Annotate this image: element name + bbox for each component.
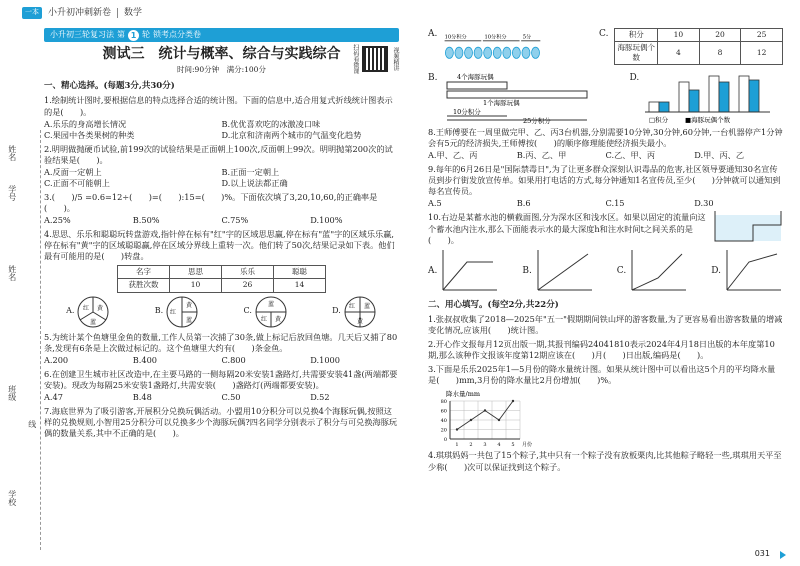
option: B.48	[132, 391, 152, 402]
table-cell: 积分	[615, 29, 658, 42]
margin-label-id: 学号	[7, 185, 17, 201]
option: C.800	[221, 354, 246, 365]
option-label: C.	[243, 306, 252, 316]
spinner-c-icon	[254, 295, 288, 329]
table-row	[118, 279, 326, 292]
test-subtitle: 时间:90分钟 满分:100分	[177, 64, 266, 74]
table-cell: 思思	[170, 266, 222, 279]
question-4: 4.思思、乐乐和聪聪玩转盘游戏,指针停在标有"红"字的区域思思赢,停在标有"蓝"字的区域乐乐赢,停在标有"黄"字的区域聪聪赢,停在区域分界线上重转一次。他们转了50次,结果记录如下表。他们最有可能用的是( )转盘。	[44, 229, 395, 262]
diagram-label: 5分	[523, 34, 532, 41]
table-cell: 名字	[118, 266, 170, 279]
option: C.15	[605, 198, 625, 209]
spinner-option-c	[243, 295, 287, 329]
x-tick-label: 1	[455, 442, 459, 448]
option-label: B.	[522, 265, 532, 276]
qr-code[interactable]	[362, 46, 388, 72]
option: D.甲、丙、乙	[694, 150, 745, 161]
spinner-option-a	[66, 295, 110, 329]
series-prefix: 小升初三轮复习法	[50, 29, 114, 39]
margin-label-name2: 姓名	[7, 265, 17, 281]
q7-option-b-diagram	[443, 72, 593, 124]
margin-label-class: 班级	[7, 385, 17, 401]
option: D.52	[310, 391, 330, 402]
test-title: 测试三 统计与概率、综合与实践综合	[102, 46, 341, 62]
pool-cross-section-diagram	[713, 209, 783, 243]
fill-question-3: 3.下面是乐乐2025年1—5月份的降水量统计图。如果从统计图中可以看出这5个月的平均降水量是( )mm,3月份的降水量比2月份增加( )%。	[428, 364, 776, 386]
option-label: B.	[428, 73, 438, 83]
fill-question-4: 4.琪琪妈妈一共包了15个粽子,其中只有一个粽子没有放板栗肉,比其他粽子略轻一些,琪琪用天平至少称( )次可以保证找到这个粽子。	[428, 450, 782, 472]
section-1-title: 一、精心选择。(每题3分,共30分)	[44, 81, 175, 92]
table-header-row	[118, 266, 326, 279]
option: B.6	[516, 198, 531, 209]
question-5: 5.为统计某个鱼塘里金鱼的数量,工作人员第一次捕了30条,做上标记后放回鱼塘。几天后又捕了80条,发现有6条是上次做过标记的。这个鱼塘里大约有( )条金鱼。	[44, 331, 398, 353]
option: A.5	[428, 198, 442, 209]
option-label: D.	[711, 265, 721, 276]
option-label: D.	[629, 73, 640, 83]
round-number: 1	[128, 30, 139, 41]
option: C.果园中各类果树的种类	[44, 129, 135, 140]
spinner-word: 蓝	[90, 318, 97, 326]
brand-title: 小升初冲刺新卷	[48, 7, 112, 18]
page-arrow-icon	[780, 551, 786, 559]
section-2-title: 二、用心填写。(每空2分,共22分)	[428, 299, 559, 310]
rainfall-point	[470, 419, 472, 421]
graph-a-icon	[439, 248, 499, 294]
x-tick-label: 2	[469, 442, 473, 448]
graph-option-d	[711, 248, 783, 294]
table-cell: 8	[699, 42, 741, 65]
question-2-options	[44, 167, 399, 189]
option: D.北京和济南两个城市的气温变化趋势	[221, 129, 362, 140]
round-pre: 第	[117, 29, 125, 39]
y-tick-label: 60	[440, 408, 447, 415]
round-post: 轮	[142, 29, 150, 39]
table-cell: 10	[170, 279, 222, 292]
rainfall-series-line	[457, 401, 513, 430]
table-row	[615, 29, 783, 42]
rainfall-point	[512, 400, 514, 402]
option: C.正面不可能朝上	[44, 177, 110, 188]
option: D.以上说法都正确	[221, 177, 288, 188]
rainfall-chart-wrap	[428, 389, 783, 447]
option: C.乙、甲、丙	[605, 150, 656, 161]
option-label: A.	[428, 29, 438, 39]
binding-line	[40, 130, 41, 550]
option: B.400	[132, 354, 157, 365]
spinner-b-icon	[165, 295, 199, 329]
rainfall-point	[456, 429, 458, 431]
qr-area	[351, 44, 399, 74]
x-tick-label: 5	[511, 442, 515, 448]
left-column	[44, 28, 399, 439]
diagram-label: 10分积分	[453, 108, 482, 116]
header-divider	[117, 8, 118, 18]
table-cell: 14	[274, 279, 326, 292]
spinner-option-b	[155, 295, 199, 329]
margin-label-name: 姓名	[7, 145, 17, 161]
option: A.乐乐的身高增长情况	[44, 118, 127, 129]
q7-option-d-diagram	[645, 72, 775, 124]
question-3: 3.( )/5 =0.6=12÷( )=( ):15=( )%。下面依次填了3,20,10,60,的正确率是( )。	[44, 191, 378, 214]
option: B.丙、乙、甲	[516, 150, 567, 161]
spinner-word: 黄	[274, 315, 281, 323]
spinner-word: 黄	[97, 304, 104, 312]
option: A.甲、乙、丙	[428, 150, 478, 161]
spinner-word: 红	[170, 308, 177, 316]
table-cell: 聪聪	[274, 266, 326, 279]
margin-line-label: 线	[27, 420, 37, 428]
question-6: 6.在创建卫生城市社区改造中,在主要马路的一侧每隔20米安装1盏路灯,共需要安装41盏(两端都要安装)。现改为每隔25米安装1盏路灯,共需安装( )盏路灯(两端都要安装)。	[44, 368, 398, 390]
question-9-options	[428, 198, 783, 209]
x-axis-suffix: 月份	[522, 442, 533, 448]
spinner-word: 蓝	[363, 302, 370, 310]
option-label: B.	[154, 306, 164, 316]
subject-label: 数学	[124, 7, 143, 18]
option: C.75%	[221, 215, 249, 226]
option-label: C.	[599, 29, 609, 39]
table-cell: 25	[741, 29, 783, 42]
table-cell: 海豚玩偶个数	[615, 42, 658, 65]
question-4-table	[117, 265, 326, 292]
table-cell: 4	[658, 42, 700, 65]
spinner-d-icon	[343, 295, 377, 329]
spinner-option-d	[332, 295, 377, 329]
diagram-label: 10分积分	[484, 34, 507, 41]
y-tick-label: 20	[440, 427, 447, 434]
spinner-word: 红	[348, 302, 355, 310]
option: C.50	[221, 391, 241, 402]
graph-option-b	[522, 248, 593, 294]
q7-option-a-diagram	[443, 28, 563, 68]
spinner-word: 红	[260, 315, 267, 323]
question-10-graphs	[428, 248, 783, 294]
graph-b-icon	[534, 248, 594, 294]
fill-question-1: 1.张叔叔收集了2018—2025年"五一"假期期间铁山坪的游客数量,为了更容易看出游客数量的增减变化情况,应该用( )统计图。	[428, 314, 783, 336]
question-9: 9.每年的6月26日是"国际禁毒日",为了让更多群众深刻认识毒品的危害,社区领导要通知30名宣传员到步行街发放宣传单。如果用打电话的方式,每分钟通知1名宣传员,至少( )分钟就可以通知到每名宣传员。	[428, 164, 781, 197]
rainfall-chart	[428, 389, 548, 447]
spinner-a-icon	[76, 295, 110, 329]
legend-label: ■海豚玩偶个数	[685, 116, 731, 124]
legend-label: □积分	[649, 116, 669, 124]
option-label: C.	[616, 265, 627, 276]
rainfall-point	[484, 410, 486, 412]
q7-row-1	[428, 28, 783, 68]
series-bar	[44, 28, 399, 42]
question-8-options	[428, 150, 783, 161]
y-tick-label: 80	[440, 399, 447, 406]
option: B.优优喜欢吃的冰激凌口味	[221, 118, 321, 129]
spinner-word: 蓝	[267, 300, 274, 308]
rainfall-point	[498, 419, 500, 421]
x-tick-label: 3	[483, 442, 487, 448]
spinner-word: 黄	[186, 301, 193, 309]
spinner-word: 红	[83, 304, 90, 312]
fill-question-2: 2.开心作文报每月12页出版一期,其报刊编码24041810表示2024年4月18日出版的本年度第10期,那么该种作文报该年度第12期应该在( )月( )日出版,编码是( )。	[428, 339, 775, 361]
question-2: 2.明明做抛硬币试验,前199次的试验结果是正面朝上100次,反面朝上99次。明明抛第200次的试验结果是( )。	[44, 143, 393, 165]
question-6-options	[44, 392, 399, 403]
question-10-wrap	[428, 209, 783, 245]
option: A.反面一定朝上	[44, 166, 102, 177]
question-3-options	[44, 215, 399, 226]
diagram-label: 4个海豚玩偶	[457, 73, 495, 81]
y-tick-label: 40	[440, 418, 447, 425]
option: B.50%	[132, 215, 160, 226]
series-suffix: 锁考点分类卷	[153, 29, 201, 39]
option: D.100%	[310, 215, 343, 226]
qr-right-text: 视频精讲	[392, 47, 399, 71]
table-cell: 12	[741, 42, 783, 65]
table-cell: 乐乐	[222, 266, 274, 279]
y-tick-label: 0	[443, 437, 447, 444]
right-column	[428, 28, 783, 473]
q7-row-2	[428, 72, 783, 124]
table-cell: 20	[699, 29, 741, 42]
option: D.1000	[310, 354, 340, 365]
question-7: 7.海底世界为了吸引游客,开展积分兑换玩偶活动。小盟用10分积分可以兑换4个海豚玩偶,按照这样的兑换规则,小智用25分积分可以兑换多少个海豚玩偶?四名同学分别表示了积分与可兑换海豚玩偶的数量关系,其中不正确的是( )。	[44, 405, 398, 439]
margin-label-school: 学校	[7, 490, 17, 506]
question-8: 8.王师傅要在一周里做完甲、乙、丙3台机器,分别需要10分钟,30分钟,60分钟,一台机器停产1分钟会有5元的经济损失,王师傅按( )的顺序修理能使经济损失最小。	[428, 127, 783, 149]
question-10: 10.右边是某蓄水池的横截面图,分为深水区和浅水区。如果以固定的流量向这个蓄水池内注水,那么下面能表示水的最大深度h和注水时间t之间关系的是( )。	[428, 212, 706, 245]
q7-option-c-table	[614, 28, 783, 65]
question-1: 1.绘制统计图时,要根据信息的特点选择合适的统计图。下面的信息中,适合用复式折线统计图表示的是( )。	[44, 95, 393, 117]
diagram-label: 25分积分	[523, 117, 552, 124]
chart-title: 降水量/mm	[446, 390, 481, 399]
brand-badge: 一本	[22, 7, 42, 18]
x-tick-label: 4	[497, 442, 501, 448]
option: D.30	[694, 198, 714, 209]
diagram-label: 10分积分	[444, 34, 468, 41]
qr-left-text: 扫码看微课	[351, 44, 359, 74]
spinner-options	[44, 295, 399, 329]
question-1-options	[44, 119, 399, 141]
table-cell: 获胜次数	[118, 279, 170, 292]
option: A.25%	[44, 215, 71, 226]
option: A.200	[44, 354, 69, 365]
table-cell: 26	[222, 279, 274, 292]
option-label: A.	[428, 265, 438, 276]
table-cell: 10	[658, 29, 700, 42]
option-label: D.	[332, 306, 341, 316]
graph-option-c	[617, 248, 688, 294]
graph-option-a	[428, 248, 499, 294]
page-number: 031	[754, 549, 770, 559]
spinner-word: 黄	[356, 317, 363, 325]
question-5-options	[44, 355, 399, 366]
graph-d-icon	[723, 248, 783, 294]
option: A.47	[44, 391, 63, 402]
header	[22, 4, 142, 22]
option-label: A.	[66, 306, 75, 316]
spinner-word: 蓝	[186, 316, 193, 324]
diagram-label: 1个海豚玩偶	[483, 99, 521, 107]
graph-c-icon	[628, 248, 688, 294]
table-row	[615, 42, 783, 65]
option: B.正面一定朝上	[221, 166, 280, 177]
